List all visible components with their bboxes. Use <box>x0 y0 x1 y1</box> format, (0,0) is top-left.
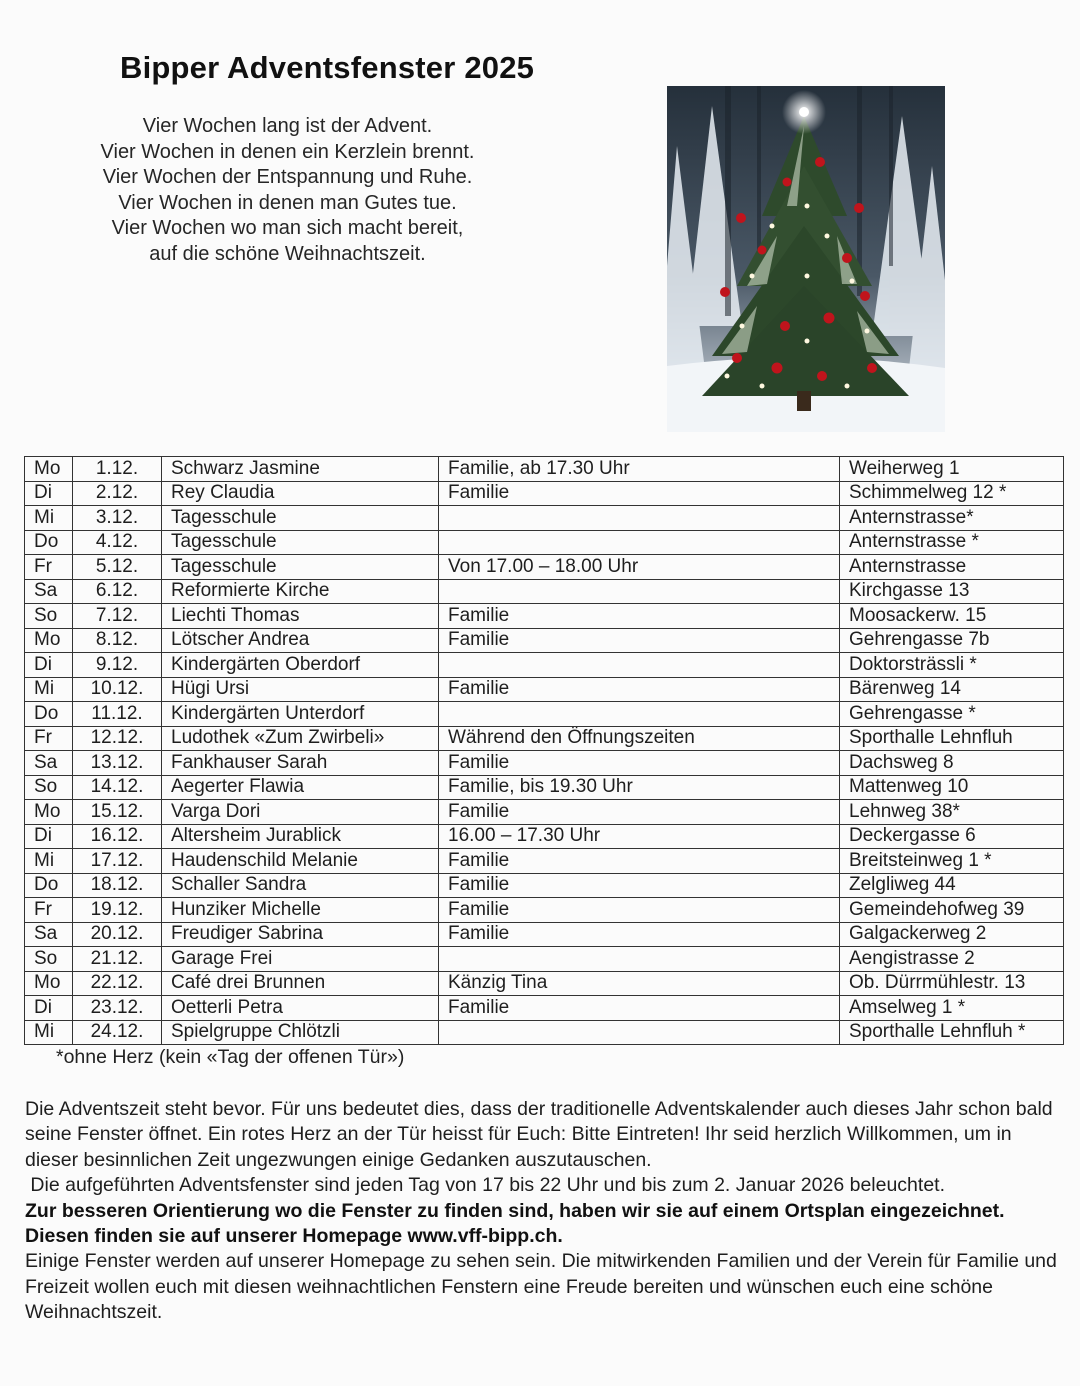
info-cell <box>439 530 840 555</box>
info-cell: Familie <box>439 604 840 629</box>
info-cell: 16.00 – 17.30 Uhr <box>439 824 840 849</box>
date-cell: 3.12. <box>73 506 162 531</box>
lighting-hours-text: Die aufgeführten Adventsfenster sind jeden Tag von 17 bis 22 Uhr und bis zum 2. Januar 2026 beleuchtet. <box>30 1174 945 1197</box>
address-cell: Ob. Dürrmühlestr. 13 <box>840 971 1064 996</box>
address-cell: Anternstrasse * <box>840 530 1064 555</box>
day-cell: Sa <box>25 922 73 947</box>
address-cell: Sporthalle Lehnfluh * <box>840 1020 1064 1045</box>
poem <box>60 114 515 267</box>
info-text <box>25 1097 1065 1326</box>
address-cell: Lehnweg 38* <box>840 800 1064 825</box>
host-cell: Oetterli Petra <box>162 996 439 1021</box>
info-cell <box>439 1020 840 1045</box>
info-cell: Familie <box>439 677 840 702</box>
address-cell: Moosackerw. 15 <box>840 604 1064 629</box>
poem-line: Vier Wochen in denen ein Kerzlein brennt. <box>100 140 475 163</box>
host-cell: Haudenschild Melanie <box>162 849 439 874</box>
info-cell <box>439 947 840 972</box>
date-cell: 7.12. <box>73 604 162 629</box>
address-cell: Schimmelweg 12 * <box>840 481 1064 506</box>
intro-paragraph: Die Adventszeit steht bevor. Für uns bedeutet dies, dass der traditionelle Adventskalender auch dieses Jahr schon bald seine Fenster öffnet. Ein rotes Herz an der Tür heisst für Euch: Bitte Eintreten! Ihr seid herzlich Willkommen, um in dieser besinnlichen Zeit ungezwungen einige Gedanken auszutauschen. <box>25 1098 1053 1171</box>
info-cell: Familie <box>439 849 840 874</box>
address-cell: Weiherweg 1 <box>840 457 1064 482</box>
date-cell: 23.12. <box>73 996 162 1021</box>
day-cell: Do <box>25 873 73 898</box>
day-cell: So <box>25 604 73 629</box>
day-cell: Fr <box>25 726 73 751</box>
date-cell: 11.12. <box>73 702 162 727</box>
table-row <box>25 653 1064 678</box>
host-cell: Varga Dori <box>162 800 439 825</box>
day-cell: So <box>25 947 73 972</box>
address-cell: Deckergasse 6 <box>840 824 1064 849</box>
christmas-tree-icon <box>667 86 945 432</box>
table-row <box>25 579 1064 604</box>
date-cell: 16.12. <box>73 824 162 849</box>
info-cell <box>439 702 840 727</box>
date-cell: 15.12. <box>73 800 162 825</box>
day-cell: Mi <box>25 849 73 874</box>
host-cell: Kindergärten Unterdorf <box>162 702 439 727</box>
date-cell: 18.12. <box>73 873 162 898</box>
info-cell: Familie <box>439 751 840 776</box>
info-cell: Familie <box>439 481 840 506</box>
host-cell: Tagesschule <box>162 555 439 580</box>
date-cell: 2.12. <box>73 481 162 506</box>
date-cell: 8.12. <box>73 628 162 653</box>
info-cell <box>439 653 840 678</box>
day-cell: Di <box>25 653 73 678</box>
day-cell: So <box>25 775 73 800</box>
table-row <box>25 628 1064 653</box>
address-cell: Bärenweg 14 <box>840 677 1064 702</box>
host-cell: Reformierte Kirche <box>162 579 439 604</box>
address-cell: Anternstrasse <box>840 555 1064 580</box>
table-row <box>25 996 1064 1021</box>
day-cell: Do <box>25 530 73 555</box>
day-cell: Do <box>25 702 73 727</box>
host-cell: Café drei Brunnen <box>162 971 439 996</box>
lighting-hours-paragraph <box>25 1173 1065 1198</box>
info-cell: Während den Öffnungszeiten <box>439 726 840 751</box>
day-cell: Mo <box>25 800 73 825</box>
host-cell: Garage Frei <box>162 947 439 972</box>
table-row <box>25 506 1064 531</box>
info-cell: Familie <box>439 800 840 825</box>
table-row <box>25 824 1064 849</box>
table-row <box>25 702 1064 727</box>
day-cell: Di <box>25 481 73 506</box>
address-cell: Aengistrasse 2 <box>840 947 1064 972</box>
host-cell: Schwarz Jasmine <box>162 457 439 482</box>
host-cell: Hunziker Michelle <box>162 898 439 923</box>
date-cell: 21.12. <box>73 947 162 972</box>
day-cell: Fr <box>25 555 73 580</box>
host-cell: Spielgruppe Chlötzli <box>162 1020 439 1045</box>
table-row <box>25 971 1064 996</box>
address-cell: Mattenweg 10 <box>840 775 1064 800</box>
date-cell: 24.12. <box>73 1020 162 1045</box>
address-cell: Dachsweg 8 <box>840 751 1064 776</box>
date-cell: 22.12. <box>73 971 162 996</box>
table-row <box>25 481 1064 506</box>
table-row <box>25 726 1064 751</box>
info-cell <box>439 579 840 604</box>
info-cell: Von 17.00 – 18.00 Uhr <box>439 555 840 580</box>
day-cell: Mi <box>25 506 73 531</box>
address-cell: Doktorsträssli * <box>840 653 1064 678</box>
day-cell: Di <box>25 996 73 1021</box>
poem-line: Vier Wochen in denen man Gutes tue. <box>118 191 457 214</box>
day-cell: Mi <box>25 677 73 702</box>
address-cell: Sporthalle Lehnfluh <box>840 726 1064 751</box>
table-row <box>25 775 1064 800</box>
poem-line: auf die schöne Weihnachtszeit. <box>149 242 426 265</box>
schedule-table <box>24 456 1064 1045</box>
table-row <box>25 751 1064 776</box>
date-cell: 1.12. <box>73 457 162 482</box>
table-row <box>25 530 1064 555</box>
info-cell: Familie, bis 19.30 Uhr <box>439 775 840 800</box>
day-cell: Mo <box>25 628 73 653</box>
address-cell: Gehrengasse 7b <box>840 628 1064 653</box>
address-cell: Gemeindehofweg 39 <box>840 898 1064 923</box>
date-cell: 14.12. <box>73 775 162 800</box>
host-cell: Fankhauser Sarah <box>162 751 439 776</box>
day-cell: Di <box>25 824 73 849</box>
info-cell: Familie <box>439 873 840 898</box>
info-cell: Familie <box>439 996 840 1021</box>
date-cell: 12.12. <box>73 726 162 751</box>
info-cell <box>439 506 840 531</box>
footnote: *ohne Herz (kein «Tag der offenen Tür») <box>56 1046 405 1068</box>
table-row <box>25 800 1064 825</box>
day-cell: Fr <box>25 898 73 923</box>
table-row <box>25 457 1064 482</box>
host-cell: Aegerter Flawia <box>162 775 439 800</box>
host-cell: Lötscher Andrea <box>162 628 439 653</box>
date-cell: 20.12. <box>73 922 162 947</box>
date-cell: 4.12. <box>73 530 162 555</box>
address-cell: Zelgliweg 44 <box>840 873 1064 898</box>
date-cell: 13.12. <box>73 751 162 776</box>
table-row <box>25 873 1064 898</box>
date-cell: 5.12. <box>73 555 162 580</box>
date-cell: 10.12. <box>73 677 162 702</box>
address-cell: Kirchgasse 13 <box>840 579 1064 604</box>
host-cell: Hügi Ursi <box>162 677 439 702</box>
host-cell: Altersheim Jurablick <box>162 824 439 849</box>
address-cell: Breitsteinweg 1 * <box>840 849 1064 874</box>
poem-line: Vier Wochen der Entspannung und Ruhe. <box>102 166 473 188</box>
host-cell: Tagesschule <box>162 506 439 531</box>
date-cell: 19.12. <box>73 898 162 923</box>
table-row <box>25 898 1064 923</box>
date-cell: 9.12. <box>73 653 162 678</box>
poem-line: Vier Wochen wo man sich macht bereit, <box>111 217 464 239</box>
day-cell: Sa <box>25 579 73 604</box>
table-row <box>25 849 1064 874</box>
info-cell: Familie <box>439 628 840 653</box>
host-cell: Liechti Thomas <box>162 604 439 629</box>
host-cell: Tagesschule <box>162 530 439 555</box>
table-row <box>25 922 1064 947</box>
closing-paragraph: Einige Fenster werden auf unserer Homepage zu sehen sein. Die mitwirkenden Familien und der Verein für Familie und Freizeit wollen euch mit diesen weihnachtlichen Fenstern eine Freude bereiten und wünschen euch eine schöne Weihnachtszeit. <box>25 1250 1057 1324</box>
schedule-body <box>25 457 1064 1045</box>
host-cell: Rey Claudia <box>162 481 439 506</box>
address-cell: Galgackerweg 2 <box>840 922 1064 947</box>
info-cell: Känzig Tina <box>439 971 840 996</box>
orientation-paragraph: Zur besseren Orientierung wo die Fenster zu finden sind, haben wir sie auf einem Ortsplan eingezeichnet. Diesen finden sie auf unserer Homepage www.vff-bipp.ch. <box>25 1199 1005 1248</box>
info-cell: Familie <box>439 898 840 923</box>
host-cell: Freudiger Sabrina <box>162 922 439 947</box>
table-row <box>25 947 1064 972</box>
day-cell: Sa <box>25 751 73 776</box>
page-title: Bipper Adventsfenster 2025 <box>120 50 535 85</box>
address-cell: Amselweg 1 * <box>840 996 1064 1021</box>
info-cell: Familie, ab 17.30 Uhr <box>439 457 840 482</box>
table-row <box>25 604 1064 629</box>
day-cell: Mo <box>25 971 73 996</box>
address-cell: Gehrengasse * <box>840 702 1064 727</box>
table-row <box>25 555 1064 580</box>
christmas-tree-image <box>667 86 945 432</box>
day-cell: Mo <box>25 457 73 482</box>
address-cell: Anternstrasse* <box>840 506 1064 531</box>
host-cell: Kindergärten Oberdorf <box>162 653 439 678</box>
info-cell: Familie <box>439 922 840 947</box>
day-cell: Mi <box>25 1020 73 1045</box>
host-cell: Ludothek «Zum Zwirbeli» <box>162 726 439 751</box>
poem-line: Vier Wochen lang ist der Advent. <box>142 115 433 137</box>
host-cell: Schaller Sandra <box>162 873 439 898</box>
table-row <box>25 677 1064 702</box>
table-row <box>25 1020 1064 1045</box>
date-cell: 17.12. <box>73 849 162 874</box>
date-cell: 6.12. <box>73 579 162 604</box>
